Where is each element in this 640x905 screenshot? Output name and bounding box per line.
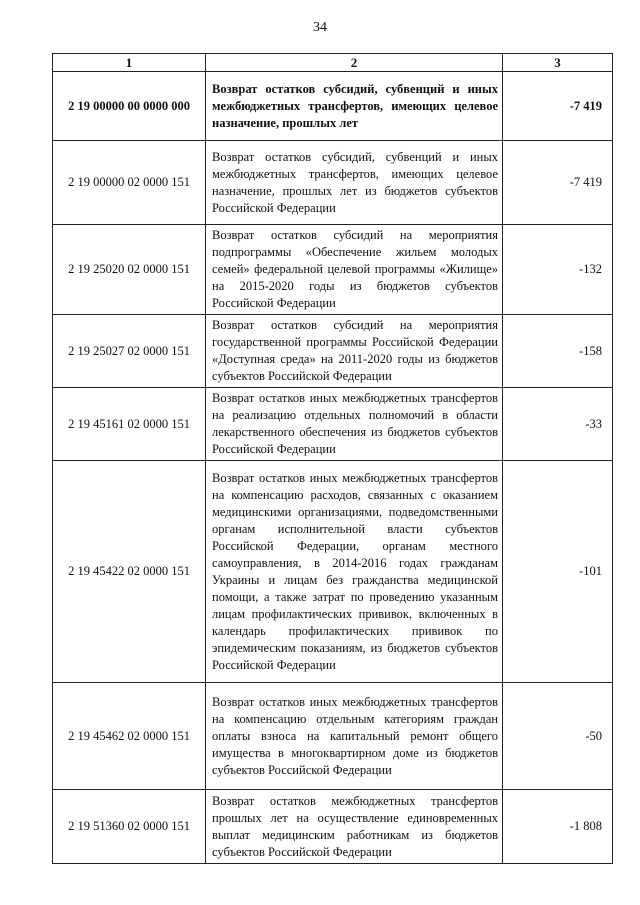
page-number: 34 xyxy=(313,20,327,35)
row-amount: -158 xyxy=(503,315,613,388)
row-description: Возврат остатков иных межбюджетных трансфертов на компенсацию расходов, связанных с оказанием медицинскими организациями, подведомственными органам исполнительной власти субъектов Российской Федерации, органам местного самоуправления, в 2014-2016 годах гражданам Украины и лицам без гражданства медицинской помощи, а также затрат по проведению указанным лицам профилактических прививок, включенных в календарь профилактических прививок по эпидемическим показаниям, из бюджетов субъектов Российской Федерации xyxy=(206,461,503,683)
row-amount: -7 419 xyxy=(503,141,613,225)
row-description: Возврат остатков субсидий, субвенций и иных межбюджетных трансфертов, имеющих целевое назначение, прошлых лет из бюджетов субъектов Российской Федерации xyxy=(206,141,503,225)
row-amount: -7 419 xyxy=(503,72,613,141)
row-code: 2 19 25027 02 0000 151 xyxy=(53,315,206,388)
row-amount: -101 xyxy=(503,461,613,683)
table-row xyxy=(53,461,613,683)
table-row xyxy=(53,790,613,864)
row-code: 2 19 00000 02 0000 151 xyxy=(53,141,206,225)
table-row xyxy=(53,141,613,225)
row-amount: -132 xyxy=(503,225,613,315)
table-row xyxy=(53,315,613,388)
row-description: Возврат остатков иных межбюджетных трансфертов на компенсацию отдельным категориям граждан оплаты взноса на капитальный ремонт общего имущества в многоквартирном доме из бюджетов субъектов Российской Федерации xyxy=(206,683,503,790)
row-code: 2 19 25020 02 0000 151 xyxy=(53,225,206,315)
row-amount: -50 xyxy=(503,683,613,790)
table-row xyxy=(53,388,613,461)
column-header-code: 1 xyxy=(53,54,206,72)
row-description: Возврат остатков субсидий, субвенций и иных межбюджетных трансфертов, имеющих целевое назначение, прошлых лет xyxy=(206,72,503,141)
row-description: Возврат остатков иных межбюджетных трансфертов на реализацию отдельных полномочий в области лекарственного обеспечения из бюджетов субъектов Российской Федерации xyxy=(206,388,503,461)
row-code: 2 19 51360 02 0000 151 xyxy=(53,790,206,864)
row-description: Возврат остатков межбюджетных трансфертов прошлых лет на осуществление единовременных выплат медицинским работникам из бюджетов субъектов Российской Федерации xyxy=(206,790,503,864)
row-code: 2 19 45462 02 0000 151 xyxy=(53,683,206,790)
table-row xyxy=(53,72,613,141)
column-header-description: 2 xyxy=(206,54,503,72)
row-description: Возврат остатков субсидий на мероприятия подпрограммы «Обеспечение жильем молодых семей» федеральной целевой программы «Жилище» на 2015-2020 годы из бюджетов субъектов Российской Федерации xyxy=(206,225,503,315)
column-header-amount: 3 xyxy=(503,54,613,72)
budget-table xyxy=(52,53,613,864)
row-code: 2 19 45422 02 0000 151 xyxy=(53,461,206,683)
table-row xyxy=(53,683,613,790)
row-code: 2 19 45161 02 0000 151 xyxy=(53,388,206,461)
row-amount: -33 xyxy=(503,388,613,461)
row-amount: -1 808 xyxy=(503,790,613,864)
table-header-row xyxy=(53,54,613,72)
table-row xyxy=(53,225,613,315)
row-code: 2 19 00000 00 0000 000 xyxy=(53,72,206,141)
row-description: Возврат остатков субсидий на мероприятия государственной программы Российской Федерации «Доступная среда» на 2011-2020 годы из бюджетов субъектов Российской Федерации xyxy=(206,315,503,388)
